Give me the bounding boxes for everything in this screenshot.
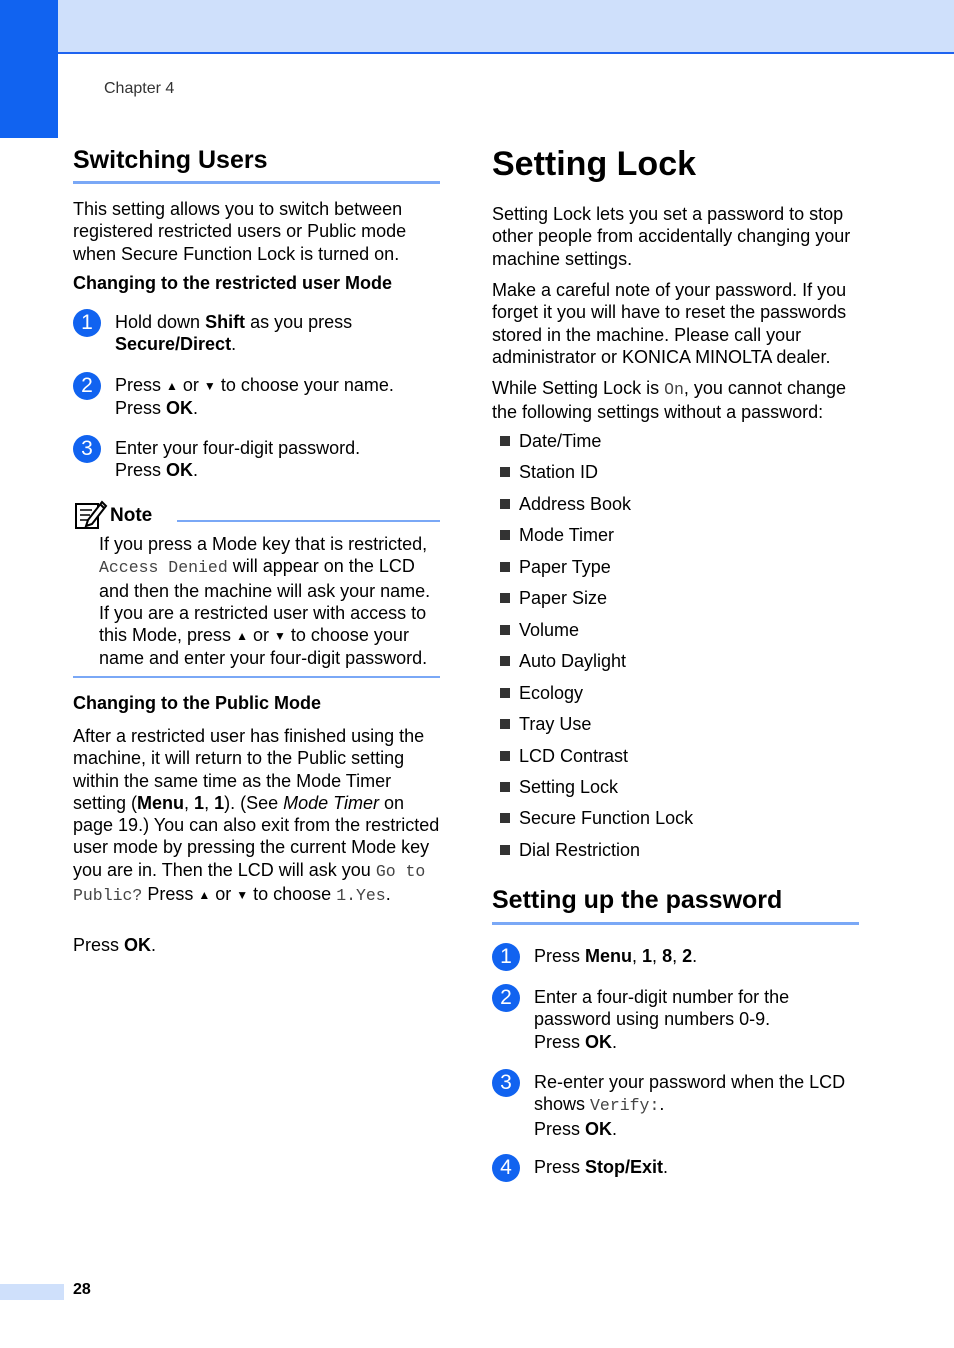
square-bullet-icon	[500, 593, 510, 603]
note-top-rule	[177, 520, 440, 522]
step-text: Press Stop/Exit.	[534, 1157, 669, 1177]
note-pencil-icon	[74, 498, 108, 530]
step-number: 4	[492, 1154, 520, 1182]
list-item-label: Paper Size	[519, 588, 608, 609]
list-item-label: Dial Restriction	[519, 839, 641, 860]
up-arrow-icon: ▲	[198, 888, 211, 903]
note-text: If you press a Mode key that is restricted, Access Denied will appear on the LCD and then the machine will ask your name. If you are a restricted user with access to this Mode, press ▲ or ▼ to choose your name and enter your four-digit password.	[99, 534, 431, 669]
step-text: Enter your four-digit password. Press OK.	[115, 438, 361, 481]
list-item-label: Setting Lock	[519, 776, 619, 797]
list-item-label: Address Book	[519, 493, 632, 514]
list-item	[500, 557, 611, 578]
list-item	[500, 840, 640, 861]
square-bullet-icon	[500, 751, 510, 761]
step-text: Enter a four-digit number for the password using numbers 0-9. Press OK.	[534, 987, 790, 1052]
step-text: Re-enter your password when the LCD shows Verify:. Press OK.	[534, 1072, 846, 1139]
up-arrow-icon: ▲	[166, 379, 178, 393]
square-bullet-icon	[500, 688, 510, 698]
subheading-restricted: Changing to the restricted user Mode	[73, 273, 393, 293]
list-item	[500, 808, 693, 829]
setting-lock-p1: Setting Lock lets you set a password to stop other people from accidentally changing your machine settings.	[492, 204, 851, 269]
list-item	[500, 431, 601, 452]
list-item	[500, 525, 614, 546]
switching-intro: This setting allows you to switch between registered restricted users or Public mode when Secure Function Lock is turned on.	[73, 199, 407, 264]
setting-lock-p2: Make a careful note of your password. If you forget it you will have to reset the passwords stored in the machine. Please call your administrator or KONICA MINOLTA dealer.	[492, 280, 847, 367]
public-mode-text: After a restricted user has finished using the machine, it will return to the Public setting within the same time as the Mode Timer setting (Menu, 1, 1). (See Mode Timer on page 19.) You can also exit from the restricted user mode by pressing the current Mode key you are in. Then the LCD will ask you Go to Public? Press ▲ or ▼ to choose 1.Yes.	[73, 726, 440, 906]
step-number: 2	[73, 372, 101, 400]
list-item-label: Station ID	[519, 462, 599, 483]
list-item	[500, 462, 598, 483]
square-bullet-icon	[500, 530, 510, 540]
list-item-label: Date/Time	[519, 431, 602, 451]
step-text: Hold down Shift as you press Secure/Direct.	[115, 312, 353, 355]
square-bullet-icon	[500, 719, 510, 729]
list-item	[500, 746, 628, 767]
section-rule	[492, 922, 859, 925]
list-item-label: Secure Function Lock	[519, 808, 694, 829]
footer-band	[0, 1284, 64, 1300]
note-bottom-rule	[73, 676, 440, 678]
section-title-setting-password: Setting up the password	[492, 886, 783, 914]
list-item-label: Tray Use	[519, 714, 592, 735]
list-item	[500, 588, 607, 609]
list-item	[500, 494, 631, 515]
press-ok-line: Press OK.	[73, 935, 157, 955]
list-item	[500, 777, 618, 798]
step-number: 2	[492, 984, 520, 1012]
down-arrow-icon: ▼	[273, 629, 286, 644]
setting-lock-p3: While Setting Lock is On, you cannot change the following settings without a password:	[492, 378, 847, 423]
step-number: 1	[492, 943, 520, 971]
square-bullet-icon	[500, 813, 510, 823]
header-band	[0, 0, 954, 54]
list-item-label: LCD Contrast	[519, 745, 629, 766]
square-bullet-icon	[500, 499, 510, 509]
step-number: 3	[73, 435, 101, 463]
list-item-label: Volume	[519, 619, 580, 640]
step-number: 1	[73, 309, 101, 337]
square-bullet-icon	[500, 467, 510, 477]
section-title-switching-users: Switching Users	[73, 146, 268, 174]
list-item-label: Mode Timer	[519, 525, 615, 546]
list-item	[500, 620, 579, 641]
step-text: Press ▲ or ▼ to choose your name. Press OK.	[115, 375, 394, 419]
page-title-setting-lock: Setting Lock	[492, 145, 697, 183]
down-arrow-icon: ▼	[203, 379, 216, 393]
subheading-public: Changing to the Public Mode	[73, 693, 321, 713]
square-bullet-icon	[500, 625, 510, 635]
note-title: Note	[110, 505, 153, 526]
square-bullet-icon	[500, 656, 510, 666]
square-bullet-icon	[500, 436, 510, 446]
step-number: 3	[492, 1069, 520, 1097]
chapter-tab	[0, 0, 58, 138]
list-item	[500, 714, 591, 735]
step-text: Press Menu, 1, 8, 2.	[534, 946, 698, 966]
page-number: 28	[73, 1281, 91, 1298]
list-item-label: Ecology	[519, 682, 584, 703]
list-item-label: Auto Daylight	[519, 651, 627, 672]
section-rule	[73, 181, 440, 184]
square-bullet-icon	[500, 782, 510, 792]
list-item	[500, 651, 626, 672]
list-item-label: Paper Type	[519, 556, 611, 577]
up-arrow-icon: ▲	[236, 629, 248, 644]
list-item	[500, 683, 583, 704]
down-arrow-icon: ▼	[236, 888, 249, 903]
chapter-label: Chapter 4	[104, 80, 175, 97]
square-bullet-icon	[500, 562, 510, 572]
square-bullet-icon	[500, 845, 510, 855]
